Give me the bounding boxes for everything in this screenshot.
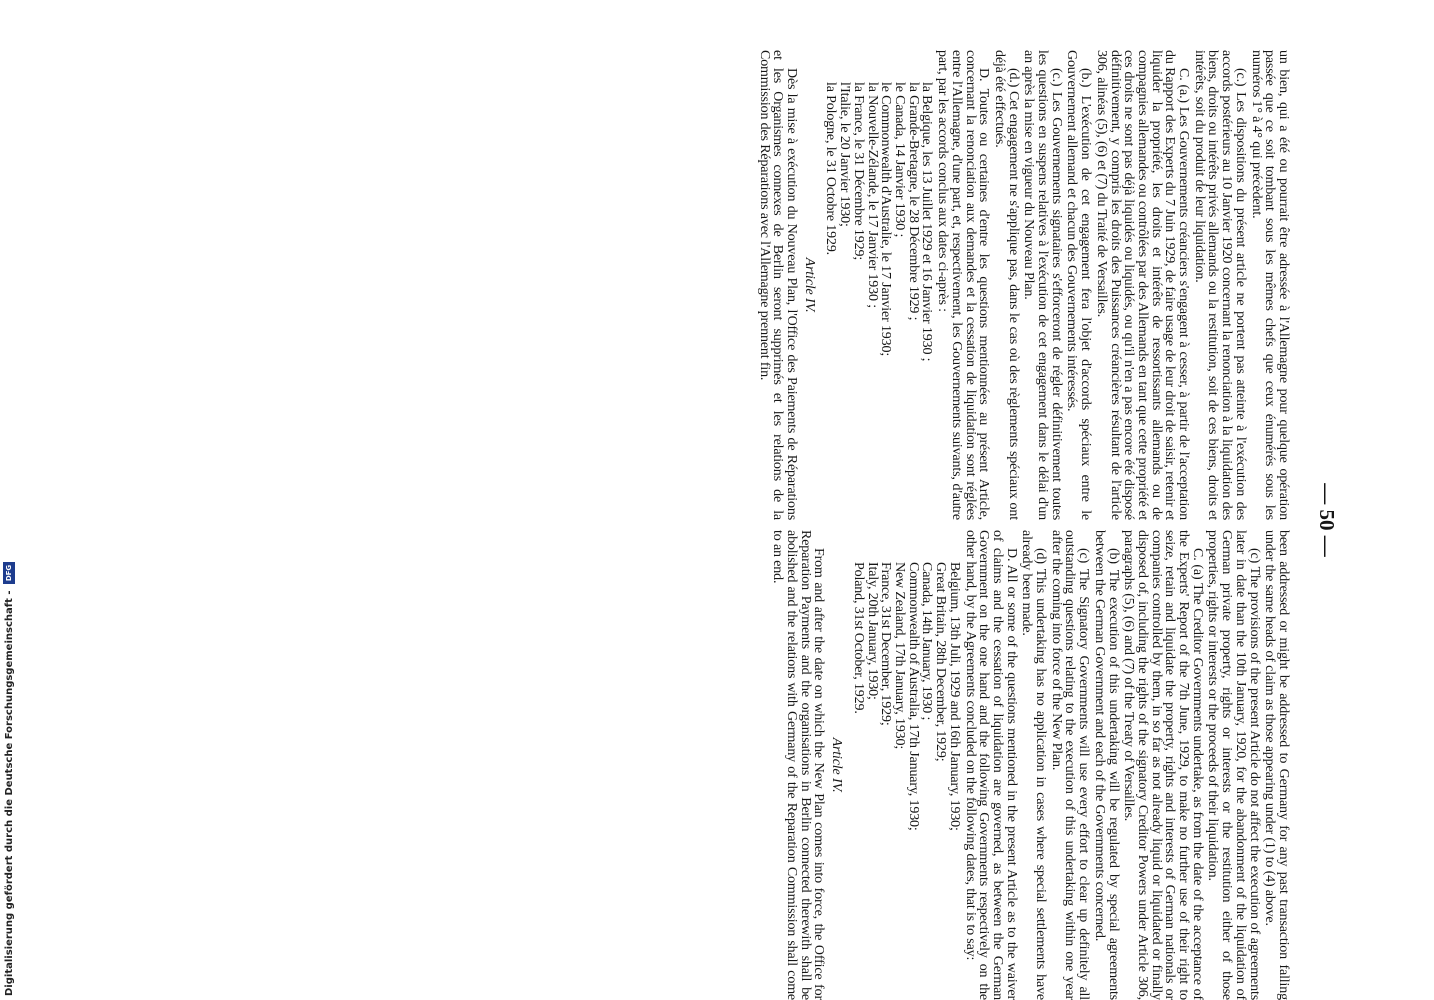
agreement-date: France, 31st December, 1929; [878, 562, 894, 726]
agreement-date: la Grande-Bretagne, le 28 Décembre 1929 ; [905, 82, 921, 321]
agreement-date: New Zealand, 17th January, 1930; [892, 562, 908, 750]
paragraph: (d) This undertaking has no application in cases where special settlements have already been made. [1019, 530, 1049, 1000]
paragraph: (c.) Les dispositions du présent article ne portent pas atteinte à l'exécution des accords postérieurs au 10 Janvier 1920 concernant la renonciation à la liquidation des biens, droits ou intérêts privés allemands ou la restitution, soit de ces biens, droits et intérêts, soit du produit de leur liquidation. [1191, 50, 1248, 520]
english-column [769, 530, 1290, 1000]
agreement-date: le Canada, 14 Janvier 1930 ; [892, 82, 908, 238]
agreement-date: la Belgique, les 13 Juillet 1929 et 16 Janvier 1930 ; [919, 82, 935, 362]
agreement-date: Canada, 14th January, 1930 ; [919, 562, 935, 721]
agreement-date: la Pologne, le 31 Octobre 1929. [823, 82, 839, 256]
paragraph: Dès la mise à exécution du Nouveau Plan, l'Office des Paiements de Réparations et les Organismes connexes de Berlin seront supprimés et les relations de la Commission des Réparations avec l'Allemagne prennent fin. [756, 50, 800, 520]
digitization-credit [2, 560, 18, 996]
paragraph: (d.) Cet engagement ne s'applique pas, dans le cas où des règlements spéciaux ont déjà été effectués. [991, 50, 1021, 520]
paragraph: (b.) L'exécution de cet engagement fera l'objet d'accords spéciaux entre le Gouvernement allemand et chacun des Gouvernements intéressés. [1064, 50, 1094, 520]
agreement-date: Great Britain, 28th December, 1929; [933, 562, 949, 762]
paragraph: C. (a.) Les Gouvernements créanciers s'engagent à cesser, à partir de l'acceptation du Rapport des Experts du 7 Juin 1929, de faire usage de leur droit de saisir, retenir et liquider la propriété, les droits et intérêts de ressortissants allemands ou de compagnies allemandes ou contrôlées par des Allemands en tant que cette propriété et ces droits ne sont pas déjà liquidés ou liquidés, ou qu'il n'en a pas encore été disposé définitivement, y compris les droits des Puissances créancières résultant de l'article 306, alinéas (5), (6) et (7) du Traité de Versailles. [1093, 50, 1192, 520]
agreement-date: l'Italie, le 20 Janvier 1930; [837, 82, 853, 227]
agreement-date: Commonwealth of Australia, 17th January, 1930; [905, 562, 921, 831]
french-column [755, 50, 1290, 520]
paragraph: From and after the date on which the New Plan comes into force, the Office for Reparation Payments and the organisations in Berlin connected therewith shall be abolished and the relations with Germany of the Reparation Commission shall come to an end. [770, 530, 827, 1000]
paragraph: (c) The Signatory Governments will use every effort to clear up definitely all outstanding questions relating to the execution of this undertaking within one year after the coming into force of the New Plan. [1048, 530, 1092, 1000]
agreement-date: la France, le 31 Décembre 1929; [850, 82, 866, 261]
page-number: — 50 — [1315, 483, 1339, 557]
agreement-date: Italy, 20th January, 1930; [864, 562, 880, 700]
paragraph: (c) The provisions of the present Article do not affect the execution of agreements later in date than the 10th January, 1920, for the abandonment of the liquidation of German private property, rights or interests or the restitution either of those properties, rights or interests or the proceeds of their liquidation. [1205, 530, 1262, 1000]
dfg-logo: DFG [3, 562, 15, 584]
credit-text: Digitalisierung gefördert durch die Deutsche Forschungsgemeinschaft - [4, 590, 15, 996]
agreement-date: Belgium, 13th Juli, 1929 and 16th January, 1930; [946, 562, 962, 831]
agreement-date: le Commonwealth d'Australie, le 17 Janvier 1930; [878, 82, 894, 357]
paragraph: D. All or some of the questions mentioned in the present Article as to the waiver of claims and the cessation of liquidation are governed, as between the German Government on the one hand and the following Governments respectively on the other hand, by the Agreements concluded on the following dates, that is to say: [962, 530, 1019, 1000]
article-heading: Article IV. [829, 737, 845, 793]
paragraph: D. Toutes ou certaines d'entre les questions mentionnées au présent Article, concernant la renonciation aux demandes et la cessation de liquidation sont réglées entre l'Allemagne, d'une part, et, respectivement, les Gouvernements suivants, d'autre part, par les accords conclus aux dates ci-après : [935, 50, 992, 520]
paragraph: been addressed or might be addressed to Germany for any past transaction falling under the same heads of claim as those appearing under (1) to (4) above. [1262, 530, 1291, 1000]
paragraph: C. (a) The Creditor Governments undertake, as from the date of the acceptance of the Experts' Report of the 7th June, 1929, to make no further use of their right to seize, retain and liquidate the property, rights and interests of German nationals or companies controlled by them, in so far as not already liquid or liquidated or finally disposed of, including the rights of the signatory Creditor Powers under Article 306, paragraphs (5), (6) and (7) of the Treaty of Versailles. [1121, 530, 1205, 1000]
paragraph: (c.) Les Gouvernements signataires s'efforceront de régler définitivement toutes les questions en suspens relatives à l'exécution de cet engagement dans le délai d'un an après la mise en vigueur du Nouveau Plan. [1021, 50, 1064, 520]
article-heading: Article IV. [801, 257, 817, 313]
rotated-page [142, 40, 1342, 1000]
agreement-date: Poland, 31st October, 1929. [850, 562, 866, 714]
paragraph: (b) The execution of this undertaking will be regulated by special agreements between the German Government and each of the Governments concerned. [1091, 530, 1121, 1000]
paragraph: un bien, qui a été ou pourrait être adressée à l'Allemagne pour quelque opération passée que ce soit tombant sous les mêmes chefs que ceux énumérés sous les numéros 1° à 4° qui précèdent. [1248, 50, 1291, 520]
agreement-date: la Nouvelle-Zélande, le 17 Janvier 1930 ; [864, 82, 880, 308]
